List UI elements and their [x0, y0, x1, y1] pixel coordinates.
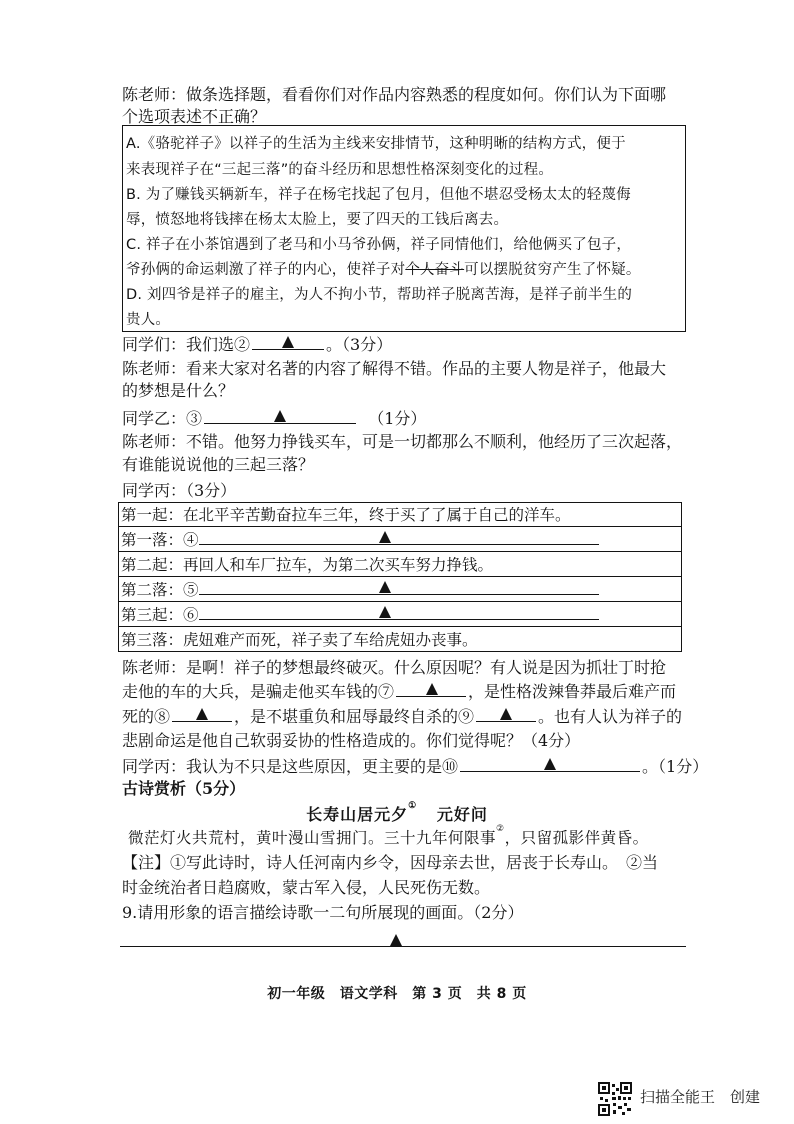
- poem-note-line1: 【注】①写此诗时，诗人任河南内乡令，因母亲去世，居丧于长寿山。 ②当: [122, 853, 659, 872]
- option-d-line2: 贵人。: [126, 312, 171, 328]
- teacher-question-1-line1: 陈老师：做条选择题，看看你们对作品内容熟悉的程度如何。你们认为下面哪: [122, 85, 667, 104]
- poem-title: 长寿山居元夕: [306, 805, 409, 824]
- blank-10[interactable]: [460, 755, 640, 772]
- row-label: 第一落：: [121, 531, 184, 549]
- blank-5[interactable]: [199, 578, 599, 595]
- option-c-line1: C. 祥子在小茶馆遇到了老马和小马爷孙俩，祥子同情他们，给他俩买了包子，: [126, 237, 632, 253]
- student-yi-line: [122, 407, 426, 430]
- table-row: [119, 628, 681, 652]
- question-9: 9.请用形象的语言描绘诗歌一二句所展现的画面。（2分）: [122, 903, 524, 922]
- students-answer-line: [122, 333, 392, 356]
- poem-note-mark: ②: [496, 823, 505, 834]
- option-b-line2: 辱，愤怒地将钱摔在杨太太脸上，要了四天的工钱后离去。: [126, 212, 509, 228]
- student-yi-prefix: 同学乙：③: [122, 409, 203, 428]
- teacher-question-3-line1: 陈老师：不错。他努力挣钱买车，可是一切都那么不顺利，他经历了三次起落，: [122, 432, 683, 451]
- blank-9[interactable]: [476, 705, 536, 722]
- row-label: 第三落：: [121, 631, 184, 649]
- teacher-question-4-line3: [122, 705, 682, 728]
- student-bing-line: 同学丙：（3分）: [122, 481, 237, 500]
- three-rises-falls-table: [118, 502, 682, 652]
- q4-text: ，是性格泼辣鲁莽最后难产而: [468, 682, 677, 701]
- poem-note-line2: 时金统治者日趋腐败，蒙古军入侵，人民死伤无数。: [122, 878, 491, 897]
- row-label: 第二起：: [121, 556, 184, 574]
- answer-line-9[interactable]: [120, 946, 686, 947]
- poem-title-note: ①: [408, 800, 418, 811]
- blank-7[interactable]: [396, 680, 466, 697]
- poem-author: 元好问: [436, 805, 488, 824]
- q4-text: 。（1分）: [642, 757, 709, 776]
- table-row: [119, 553, 681, 577]
- option-a-line1: A.《骆驼祥子》以祥子的生活为主线来安排情节，这种明晰的结构方式，便于: [126, 136, 626, 152]
- row-label: 第二落：: [121, 581, 184, 599]
- triangle-marker-icon: [500, 708, 512, 720]
- option-c-text-a: 爷孙俩的命运刺激了祥子的内心，使祥子对: [126, 262, 406, 278]
- q4-text: 。也有人认为祥子的: [538, 707, 683, 726]
- triangle-marker-icon: [282, 336, 294, 348]
- row-text: 在北平辛苦勤奋拉车三年，终于买了了属于自己的洋车。: [183, 506, 571, 524]
- triangle-marker-icon: [274, 410, 286, 422]
- q4-text: 死的⑧: [122, 707, 171, 726]
- option-c-line2: [126, 259, 641, 281]
- triangle-marker-icon: [390, 934, 402, 946]
- teacher-question-4-line2: [122, 680, 676, 703]
- triangle-marker-icon: [196, 708, 208, 720]
- student-yi-score: （1分）: [368, 409, 427, 428]
- blank-6[interactable]: [199, 603, 599, 620]
- row-text: 虎妞难产而死，祥子卖了车给虎妞办丧事。: [183, 631, 478, 649]
- table-row: [119, 603, 681, 627]
- triangle-marker-icon: [544, 758, 556, 770]
- option-a-line2: 来表现祥子在“三起三落”的奋斗经历和思想性格深刻变化的过程。: [126, 162, 554, 178]
- table-row: [119, 528, 681, 552]
- triangle-marker-icon: [379, 531, 391, 543]
- blank-3[interactable]: [204, 407, 356, 424]
- row-text: 再回人和车厂拉车，为第二次买车努力挣钱。: [183, 556, 494, 574]
- triangle-marker-icon: [379, 606, 391, 618]
- poem-text-a: 微茫灯火共荒村，黄叶漫山雪拥门。三十九年何限事: [128, 829, 497, 847]
- q4-text: ，是不堪重负和屈辱最终自杀的⑨: [234, 707, 475, 726]
- row-number: ⑤: [183, 581, 199, 599]
- blank-2[interactable]: [252, 333, 324, 350]
- row-label: 第一起：: [121, 506, 184, 524]
- poem-text-b: ，只留孤影伴黄昏。: [504, 829, 649, 847]
- scanner-watermark-label: 扫描全能王 创建: [640, 1088, 761, 1106]
- teacher-question-4-line1: 陈老师：是啊！祥子的梦想最终破灭。什么原因呢？有人说是因为抓壮丁时抢: [122, 658, 667, 677]
- students-answer-score: 。（3分）: [326, 335, 393, 354]
- q4-text: 走他的车的大兵，是骗走他买车钱的⑦: [122, 682, 395, 701]
- table-row: [119, 503, 681, 527]
- options-box: [122, 125, 686, 332]
- poem-title-line: [0, 802, 794, 825]
- teacher-question-3-line2: 有谁能说说他的三起三落？: [122, 455, 315, 474]
- triangle-marker-icon: [426, 683, 438, 695]
- row-number: ④: [183, 531, 199, 549]
- teacher-question-1-line2: 个选项表述不正确？: [122, 107, 267, 126]
- option-d-line1: D. 刘四爷是祥子的雇主，为人不拘小节，帮助祥子脱离苦海，是祥子前半生的: [126, 287, 633, 303]
- blank-8[interactable]: [172, 705, 232, 722]
- table-row: [119, 578, 681, 602]
- option-c-struck-text: 个人奋斗: [405, 262, 465, 278]
- page-footer: 初一年级 语文学科 第 3 页 共 8 页: [267, 986, 527, 1002]
- option-c-text-b: 可以摆脱贫穷产生了怀疑。: [464, 262, 641, 278]
- row-number: ⑥: [183, 606, 199, 624]
- student-bing-2-line: [122, 755, 708, 778]
- students-answer-prefix: 同学们：我们选②: [122, 335, 251, 354]
- poem-text: [128, 823, 649, 848]
- teacher-question-4-line4: 悲剧命运是他自己软弱妥协的性格造成的。你们觉得呢？（4分）: [122, 731, 581, 750]
- teacher-question-2-line1: 陈老师：看来大家对名著的内容了解得不错。作品的主要人物是祥子，他最大: [122, 359, 667, 378]
- option-b-line1: B. 为了赚钱买辆新车，祥子在杨宅找起了包月，但他不堪忍受杨太太的轻蔑侮: [126, 187, 631, 203]
- row-label: 第三起：: [121, 606, 184, 624]
- blank-4[interactable]: [199, 528, 599, 545]
- qr-code-icon: [598, 1082, 632, 1116]
- poetry-section-title: 古诗赏析（5分）: [122, 779, 246, 798]
- triangle-marker-icon: [379, 581, 391, 593]
- q4-text: 同学丙：我认为不只是这些原因，更主要的是⑩: [122, 757, 459, 776]
- teacher-question-2-line2: 的梦想是什么？: [122, 381, 235, 400]
